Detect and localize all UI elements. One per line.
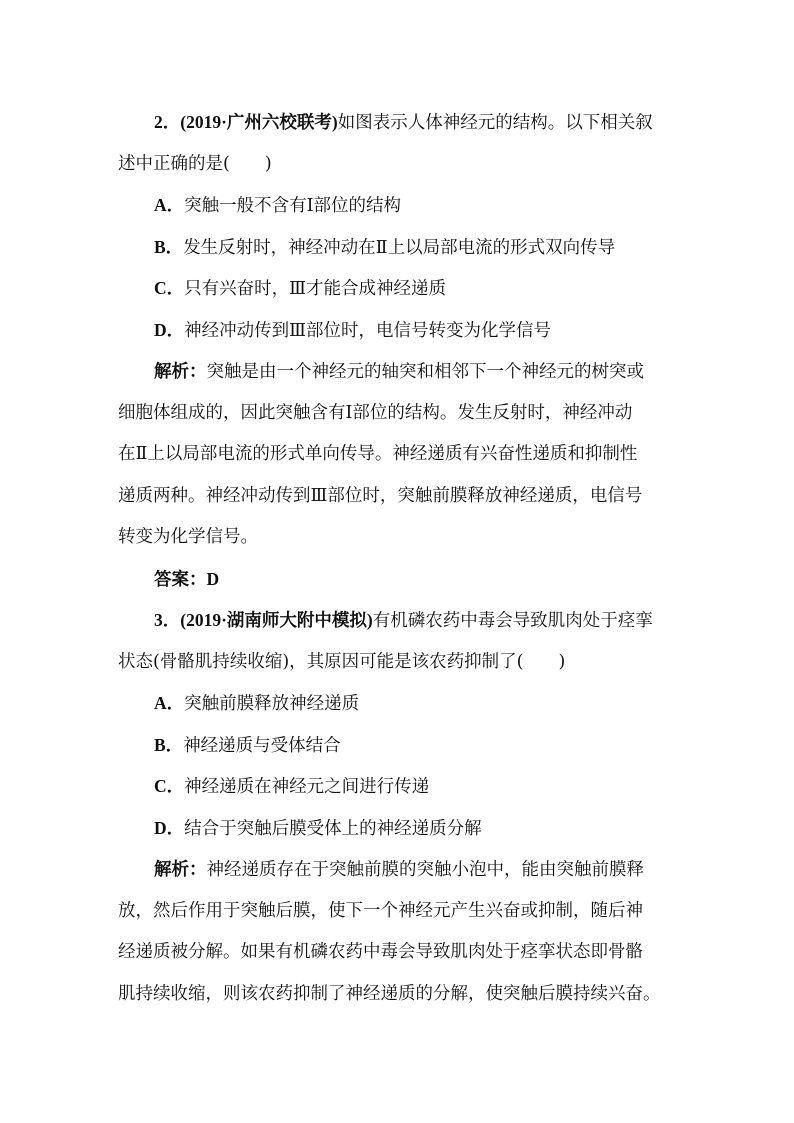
option-text: 结合于突触后膜受体上的神经递质分解 <box>184 818 482 839</box>
q2-option-d <box>118 310 684 352</box>
option-letter: D． <box>154 817 185 838</box>
option-text: 只有兴奋时，Ⅲ才能合成神经递质 <box>184 279 447 299</box>
q3-analysis-line1 <box>118 849 684 891</box>
q2-stem-line1 <box>118 102 684 144</box>
answer-value: D <box>206 568 220 589</box>
option-letter: A． <box>154 195 185 215</box>
option-text: 神经递质与受体结合 <box>183 735 341 756</box>
q3-analysis-line4: 肌持续收缩，则该农药抑制了神经递质的分解，使突触后膜持续兴奋。 <box>118 983 661 1004</box>
q3-number: 3． <box>154 610 181 630</box>
analysis-label: 解析： <box>154 361 207 381</box>
q3-analysis-line2: 放，然后作用于突触后膜，使下一个神经元产生兴奋或抑制，随后神 <box>118 900 643 921</box>
q3-option-d <box>118 808 684 850</box>
document-page <box>118 102 684 1015</box>
q2-stem-line2: 述中正确的是( ) <box>118 153 272 174</box>
option-text: 神经冲动传到Ⅲ部位时，电信号转变为化学信号 <box>184 320 552 341</box>
q2-option-b <box>118 227 684 269</box>
q2-analysis-line3: 在Ⅱ上以局部电流的形式单向传导。神经递质有兴奋性递质和抑制性 <box>118 444 638 464</box>
analysis-text: 突触是由一个神经元的轴突和相邻下一个神经元的树突或 <box>206 362 644 382</box>
option-letter: A． <box>154 693 185 713</box>
analysis-text: 神经递质存在于突触前膜的突触小泡中，能由突触前膜释 <box>206 860 644 880</box>
option-letter: B． <box>154 236 184 257</box>
q3-analysis-line3: 经递质被分解。如果有机磷农药中毒会导致肌肉处于痉挛状态即骨骼 <box>118 942 643 962</box>
q3-option-c <box>118 766 684 808</box>
q2-analysis-line5: 转变为化学信号。 <box>118 527 258 547</box>
q2-option-c <box>118 268 684 310</box>
option-letter: C． <box>154 278 185 298</box>
q2-analysis-line1 <box>118 351 684 393</box>
answer-label: 答案： <box>154 568 207 589</box>
q3-stem-line2: 状态(骨骼肌持续收缩)，其原因可能是该农药抑制了( ) <box>118 651 566 672</box>
option-letter: B． <box>154 734 184 755</box>
option-letter: D． <box>154 319 185 340</box>
q2-analysis-line4: 递质两种。神经冲动传到Ⅲ部位时，突触前膜释放神经递质，电信号 <box>118 485 643 506</box>
q2-source: (2019·广州六校联考) <box>180 112 338 132</box>
q2-analysis-line2: 细胞体组成的，因此突触含有Ⅰ部位的结构。发生反射时，神经冲动 <box>118 402 633 423</box>
q2-stem-text: 如图表示人体神经元的结构。以下相关叙 <box>337 113 653 133</box>
q3-option-a <box>118 683 684 725</box>
q3-option-b <box>118 725 684 767</box>
option-letter: C． <box>154 776 185 796</box>
q3-stem-text: 有机磷农药中毒会导致肌肉处于痉挛 <box>372 611 653 631</box>
q2-option-a <box>118 185 684 227</box>
q2-number: 2． <box>154 112 181 132</box>
option-text: 发生反射时，神经冲动在Ⅱ上以局部电流的形式双向传导 <box>183 237 616 258</box>
option-text: 突触一般不含有Ⅰ部位的结构 <box>184 196 402 216</box>
q3-source: (2019·湖南师大附中模拟) <box>180 610 373 630</box>
analysis-label: 解析： <box>154 859 207 879</box>
option-text: 突触前膜释放神经递质 <box>184 694 360 714</box>
q2-answer <box>118 559 684 601</box>
option-text: 神经递质在神经元之间进行传递 <box>184 777 430 797</box>
q3-stem-line1 <box>118 600 684 642</box>
